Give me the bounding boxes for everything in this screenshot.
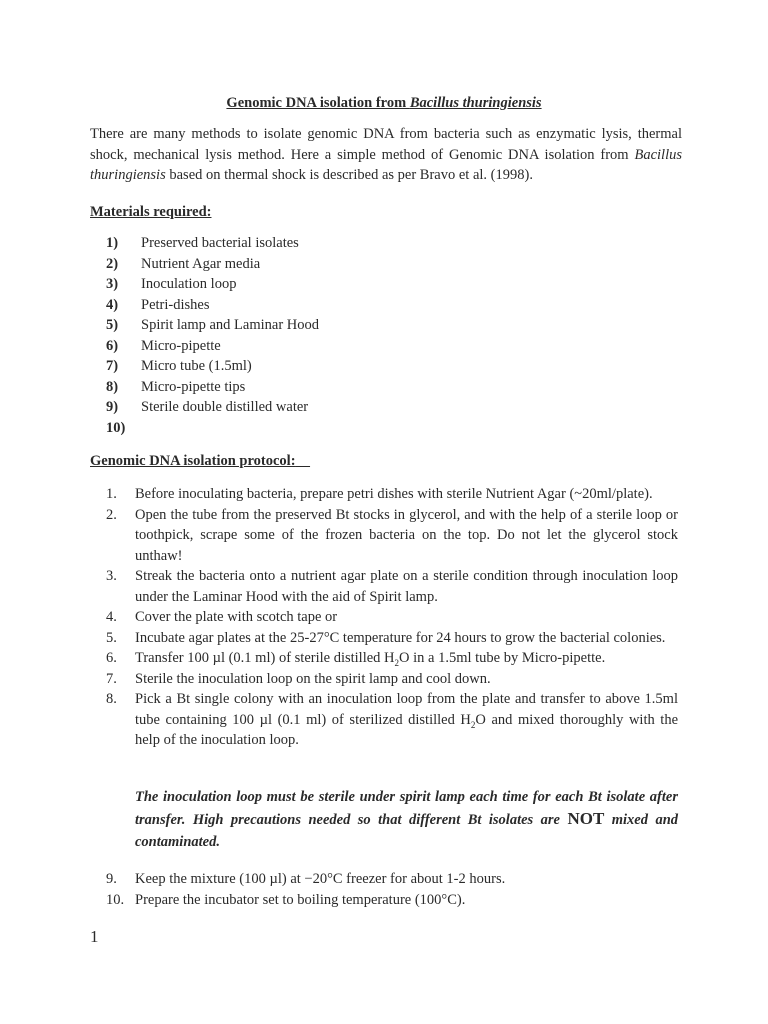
step-text: Cover the plate with scotch tape or bbox=[135, 609, 338, 625]
step-number: 8. bbox=[106, 691, 117, 707]
step-text bbox=[135, 648, 678, 669]
step-text: Sterile the inoculation loop on the spirit lamp and cool down. bbox=[135, 670, 491, 687]
list-item bbox=[106, 418, 606, 439]
item-number: 9) bbox=[106, 399, 119, 415]
title-text: Genomic DNA isolation from bbox=[226, 95, 410, 111]
item-number: 2) bbox=[106, 255, 119, 272]
note-text-a: The inoculation loop must be sterile under spirit lamp each time for each Bt isolate after transfer. High precautions needed so that different Bt isolates are bbox=[135, 789, 678, 828]
subscript: 2 bbox=[394, 657, 400, 668]
step-text-a: Transfer 100 µl (0.1 ml) of sterile distilled H bbox=[135, 650, 395, 666]
protocol-step bbox=[106, 648, 678, 669]
list-item bbox=[106, 356, 606, 377]
item-number: 8) bbox=[106, 378, 119, 395]
title-species: Bacillus thuringiensis bbox=[409, 95, 542, 111]
item-text: Micro tube (1.5ml) bbox=[141, 358, 252, 374]
list-item bbox=[106, 295, 606, 316]
step-text: Incubate agar plates at the 25-27°C temperature for 24 hours to grow the bacterial colonies. bbox=[135, 629, 666, 646]
list-item bbox=[106, 233, 606, 254]
step-number: 4. bbox=[106, 609, 117, 625]
protocol-step bbox=[106, 566, 678, 607]
step-number: 7. bbox=[106, 670, 117, 687]
precaution-note bbox=[135, 786, 678, 853]
protocol-step bbox=[106, 689, 678, 751]
protocol-steps-continued bbox=[106, 869, 678, 910]
list-item bbox=[106, 336, 606, 357]
intro-text-2: based on thermal shock is described as per Bravo et al. (1998). bbox=[165, 167, 533, 183]
list-item bbox=[106, 254, 606, 275]
step-number: 6. bbox=[106, 650, 117, 666]
item-text: Preserved bacterial isolates bbox=[141, 235, 299, 251]
protocol-step bbox=[106, 890, 678, 911]
step-text-b: O in a 1.5ml tube by Micro-pipette. bbox=[399, 650, 606, 666]
item-number: 3) bbox=[106, 276, 119, 292]
list-item bbox=[106, 377, 606, 398]
protocol-heading-text: Genomic DNA isolation protocol: bbox=[90, 453, 296, 469]
item-text: Petri-dishes bbox=[141, 296, 210, 313]
step-number: 5. bbox=[106, 629, 117, 646]
list-item bbox=[106, 274, 606, 295]
intro-paragraph bbox=[90, 124, 682, 186]
item-number: 10) bbox=[106, 419, 126, 436]
item-text: Inoculation loop bbox=[141, 276, 237, 292]
subscript: 2 bbox=[470, 719, 476, 730]
item-text: Nutrient Agar media bbox=[141, 255, 261, 272]
intro-species: Bacillus thuringiensis bbox=[90, 146, 682, 183]
step-text bbox=[135, 689, 678, 751]
page-number: 1 bbox=[90, 927, 99, 946]
note-text-b: mixed and contaminated. bbox=[135, 812, 679, 850]
item-number: 4) bbox=[106, 296, 119, 313]
materials-list bbox=[106, 233, 606, 438]
step-number: 9. bbox=[106, 871, 117, 887]
step-text: Before inoculating bacteria, prepare petri dishes with sterile Nutrient Agar (~20ml/plate). bbox=[135, 486, 653, 502]
item-number: 6) bbox=[106, 337, 119, 354]
step-text-b: O and mixed thoroughly with the help of the inoculation loop. bbox=[135, 711, 679, 748]
item-number: 1) bbox=[106, 235, 119, 251]
materials-heading: Materials required: bbox=[90, 204, 212, 220]
step-number: 10. bbox=[106, 891, 125, 908]
step-number: 3. bbox=[106, 568, 117, 584]
protocol-step bbox=[106, 607, 678, 628]
list-item bbox=[106, 315, 606, 336]
protocol-step bbox=[106, 628, 678, 649]
protocol-heading bbox=[90, 451, 310, 471]
step-text: Streak the bacteria onto a nutrient agar plate on a sterile condition through inoculation loop under the Laminar Hood with the aid of Spirit lamp. bbox=[135, 568, 678, 605]
item-number: 7) bbox=[106, 358, 119, 374]
step-text: Prepare the incubator set to boiling temperature (100°C). bbox=[135, 891, 466, 908]
protocol-step bbox=[106, 869, 678, 890]
protocol-step bbox=[106, 505, 678, 567]
protocol-step bbox=[106, 669, 678, 690]
step-text: Open the tube from the preserved Bt stocks in glycerol, and with the help of a sterile loop or toothpick, scrape some of the frozen bacteria on the top. Do not let the glycerol stock unthaw! bbox=[135, 506, 678, 564]
document-title bbox=[0, 93, 768, 113]
item-number: 5) bbox=[106, 317, 119, 333]
intro-text-1: There are many methods to isolate genomic DNA from bacteria such as enzymatic lysis, thermal shock, mechanical lysis method. Here a simple method of Genomic DNA isolation from bbox=[90, 126, 682, 163]
item-text: Sterile double distilled water bbox=[141, 399, 309, 415]
list-item bbox=[106, 397, 606, 418]
protocol-steps bbox=[106, 484, 678, 751]
protocol-step bbox=[106, 484, 678, 505]
step-number: 2. bbox=[106, 506, 117, 523]
step-text-a: Pick a Bt single colony with an inoculation loop from the plate and transfer to above 1.5ml tube containing 100 µl (0.1 ml) of sterilized distilled H bbox=[135, 691, 678, 728]
note-emphasis: NOT bbox=[567, 809, 605, 828]
step-text: Keep the mixture (100 µl) at −20°C freezer for about 1-2 hours. bbox=[135, 871, 506, 887]
item-text: Micro-pipette tips bbox=[141, 378, 246, 395]
step-number: 1. bbox=[106, 486, 117, 502]
item-text: Micro-pipette bbox=[141, 337, 221, 354]
item-text: Spirit lamp and Laminar Hood bbox=[141, 317, 319, 333]
